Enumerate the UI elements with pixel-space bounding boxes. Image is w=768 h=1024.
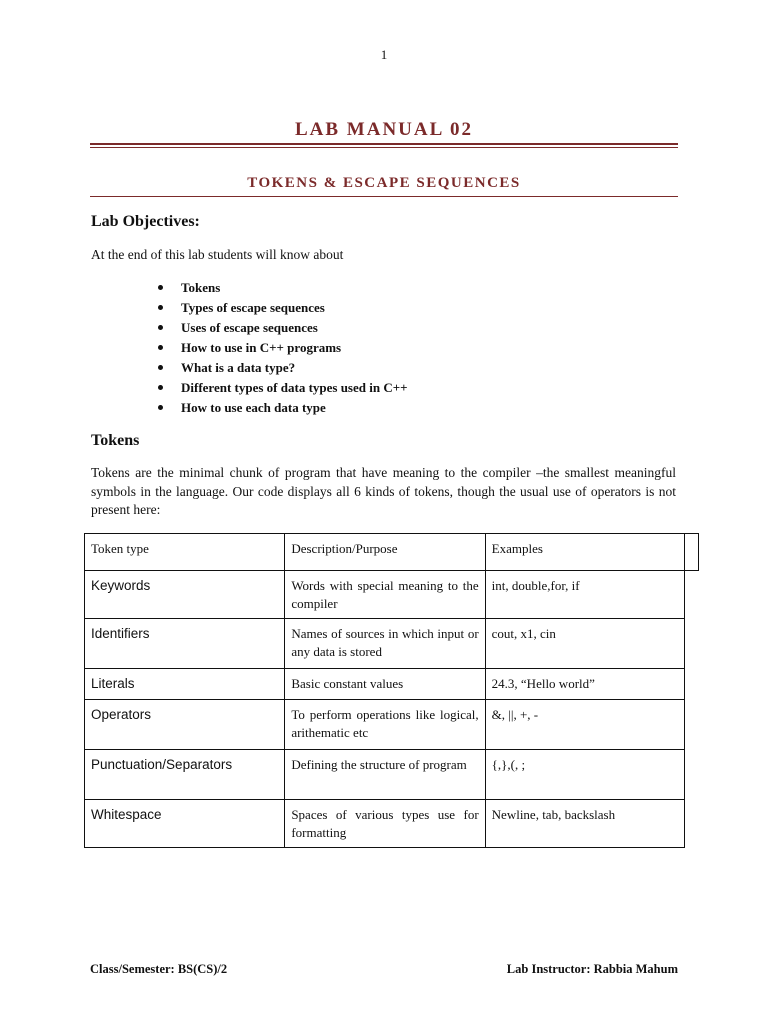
description-cell: To perform operations like logical, arithematic etc [285, 700, 485, 750]
token-type-cell: Punctuation/Separators [85, 750, 285, 800]
table-row [85, 750, 685, 800]
footer-class-semester: Class/Semester: BS(CS)/2 [90, 962, 228, 976]
table-header-row [85, 534, 685, 571]
objectives-intro: At the end of this lab students will know about [91, 247, 344, 262]
token-type-cell: Operators [85, 700, 285, 750]
description-cell: Basic constant values [285, 669, 485, 700]
page-number: 1 [380, 47, 388, 62]
objectives-list [158, 280, 408, 420]
bullet-icon [158, 325, 163, 330]
examples-cell: &, ||, +, - [485, 700, 684, 750]
tokens-paragraph: Tokens are the minimal chunk of program that have meaning to the compiler –the smallest meaningful symbols in the language. Our code displays all 6 kinds of tokens, though the usual use of operators is not present here: [91, 465, 676, 517]
description-cell: Names of sources in which input or any data is stored [285, 619, 485, 669]
bullet-icon [158, 305, 163, 310]
lab-subtitle: TOKENS & ESCAPE SEQUENCES [247, 175, 521, 191]
bullet-icon [158, 345, 163, 350]
objective-text: Tokens [181, 280, 221, 295]
title-rule [90, 143, 678, 148]
examples-cell: {,},(, ; [485, 750, 684, 800]
table-row [85, 669, 685, 700]
objective-item [158, 280, 408, 300]
objectives-heading: Lab Objectives: [91, 213, 200, 230]
header-examples: Examples [485, 534, 684, 571]
objective-text: Uses of escape sequences [181, 320, 318, 335]
table-row [85, 571, 685, 619]
table-row [85, 700, 685, 750]
bullet-icon [158, 365, 163, 370]
table-row [85, 619, 685, 669]
description-cell: Words with special meaning to the compiler [285, 571, 485, 619]
objective-text: What is a data type? [181, 360, 296, 375]
footer-instructor: Lab Instructor: Rabbia Mahum [506, 962, 678, 976]
token-type-cell: Whitespace [85, 800, 285, 848]
examples-cell: int, double,for, if [485, 571, 684, 619]
description-cell: Defining the structure of program [285, 750, 485, 800]
token-type-cell: Keywords [85, 571, 285, 619]
examples-cell: Newline, tab, backslash [485, 800, 684, 848]
examples-cell: 24.3, “Hello world” [485, 669, 684, 700]
objective-item [158, 360, 408, 380]
tokens-heading: Tokens [91, 432, 140, 449]
subtitle-rule [90, 196, 678, 197]
table-row [85, 800, 685, 848]
objective-item [158, 400, 408, 420]
objective-text: How to use in C++ programs [181, 340, 342, 355]
header-token-type: Token type [85, 534, 285, 571]
header-description: Description/Purpose [285, 534, 485, 571]
objective-item [158, 300, 408, 320]
objective-text: Different types of data types used in C++ [181, 380, 408, 395]
bullet-icon [158, 285, 163, 290]
description-cell: Spaces of various types use for formatting [285, 800, 485, 848]
token-type-cell: Identifiers [85, 619, 285, 669]
objective-text: Types of escape sequences [181, 300, 325, 315]
bullet-icon [158, 405, 163, 410]
table-header-extra-cell [684, 533, 699, 571]
objective-text: How to use each data type [181, 400, 326, 415]
lab-manual-title: LAB MANUAL 02 [294, 119, 473, 140]
bullet-icon [158, 385, 163, 390]
token-type-cell: Literals [85, 669, 285, 700]
objective-item [158, 380, 408, 400]
examples-cell: cout, x1, cin [485, 619, 684, 669]
objective-item [158, 340, 408, 360]
objective-item [158, 320, 408, 340]
tokens-table [84, 533, 685, 848]
